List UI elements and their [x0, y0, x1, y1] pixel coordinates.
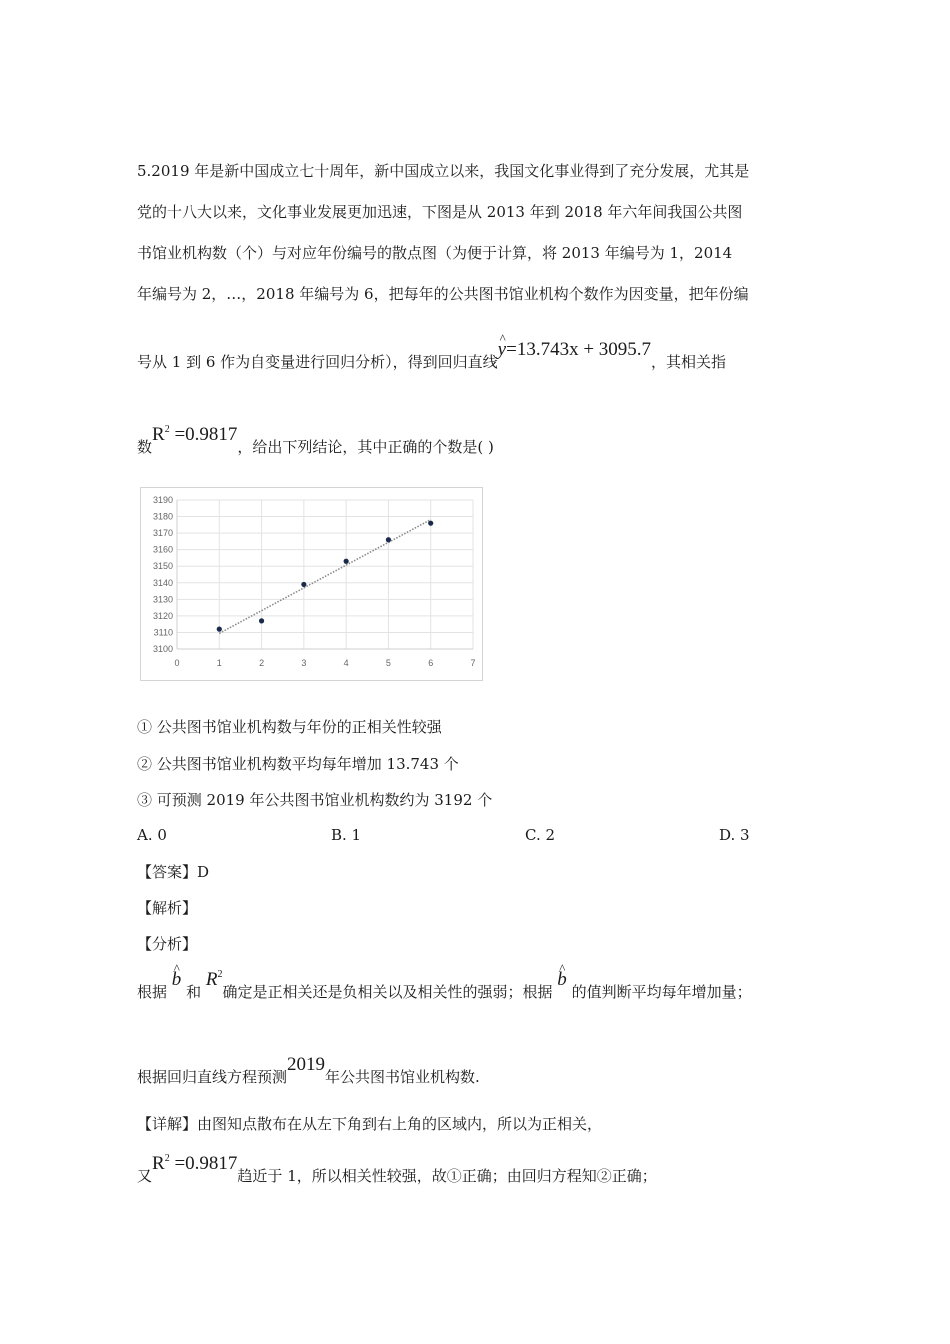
analysis-line-1: [137, 969, 752, 1005]
x-tick-label: 4: [343, 658, 349, 668]
option-a: A. 0: [137, 826, 167, 844]
analysis-text-e: 根据回归直线方程预测: [137, 1068, 288, 1086]
question-line-3: 书馆业机构数（个）与对应年份编号的散点图（为便于计算，将 2013 年编号为 1，2014: [137, 244, 733, 262]
statement-3: ③ 可预测 2019 年公共图书馆业机构数约为 3192 个: [137, 791, 493, 809]
answer-line: 【答案】D: [137, 863, 210, 881]
y-tick-label: 3190: [152, 495, 173, 505]
b-hat-letter-2: ^ b: [557, 970, 567, 990]
r-squared-2: [152, 1153, 237, 1174]
line6-suffix: ，给出下列结论，其中正确的个数是( ): [237, 438, 494, 456]
statement-1: ① 公共图书馆业机构数与年份的正相关性较强: [137, 718, 442, 736]
r-squared-value: =0.9817: [174, 424, 238, 445]
option-c: C. 2: [525, 826, 556, 844]
y-tick-label: 3140: [152, 577, 173, 588]
square-symbol: 2: [164, 424, 170, 435]
y-tick-label: 3160: [152, 544, 173, 555]
question-line-1: 5.2019 年是新中国成立七十周年，新中国成立以来，我国文化事业得到了充分发展，尤其是: [137, 162, 750, 180]
data-point: [301, 582, 306, 587]
data-point: [344, 559, 349, 564]
b-hat-letter: ^ b: [172, 970, 182, 990]
x-tick-label: 2: [259, 658, 265, 668]
detail-line-1: 【详解】由图知点散布在从左下角到右上角的区域内，所以为正相关，: [137, 1115, 603, 1133]
analysis-text-f: 年公共图书馆业机构数.: [325, 1068, 480, 1086]
scatter-chart: [140, 487, 483, 681]
square-symbol-3: 2: [164, 1153, 170, 1164]
question-line-6: [137, 424, 494, 460]
statement-2: ② 公共图书馆业机构数平均每年增加 13.743 个: [137, 755, 459, 773]
scatter-chart-svg: [141, 488, 482, 680]
x-tick-label: 1: [216, 658, 222, 668]
x-tick-label: 6: [428, 658, 434, 668]
y-tick-label: 3100: [152, 644, 173, 654]
x-tick-label: 3: [301, 658, 307, 668]
analysis-line-2: [137, 1054, 480, 1087]
r-squared: [152, 424, 237, 445]
r-symbol-2: R: [152, 1153, 165, 1174]
data-point: [386, 537, 391, 542]
line5-suffix: ，其相关指: [651, 353, 727, 371]
option-d: D. 3: [719, 826, 750, 844]
fenxi-heading: 【分析】: [137, 935, 198, 953]
y-tick-label: 3150: [152, 561, 173, 572]
detail-text-b: 趋近于 1，所以相关性较强，故①正确；由回归方程知②正确；: [237, 1167, 657, 1185]
x-tick-label: 7: [470, 658, 476, 668]
line5-prefix: 号从 1 到 6 作为自变量进行回归分析），得到回归直线: [137, 353, 498, 371]
analysis-text-d: 的值判断平均每年增加量；: [571, 983, 752, 1001]
y-tick-label: 3120: [152, 610, 173, 621]
x-tick-label: 0: [174, 658, 180, 668]
line6-prefix: 数: [137, 438, 153, 456]
r-italic-symbol: R: [205, 969, 218, 990]
analysis-text-b: 和: [186, 983, 202, 1001]
r-symbol: R: [152, 424, 165, 445]
x-tick-label: 5: [385, 658, 391, 668]
question-line-2: 党的十八大以来，文化事业发展更加迅速，下图是从 2013 年到 2018 年六年间我国公共图: [137, 203, 743, 221]
y-hat-symbol: ^ y: [498, 340, 506, 360]
data-point: [217, 627, 222, 632]
data-point: [259, 618, 264, 623]
question-line-5: [137, 339, 727, 372]
y-tick-label: 3180: [152, 511, 173, 522]
b-hat-symbol: [172, 969, 182, 990]
y-tick-label: 3110: [153, 627, 173, 638]
detail-text-a: 又: [137, 1167, 153, 1185]
analysis-text-a: 根据: [137, 983, 168, 1001]
regression-equation-text: =13.743x + 3095.7: [506, 339, 652, 360]
b-hat-symbol-2: [557, 969, 567, 990]
jiexi-heading: 【解析】: [137, 899, 198, 917]
r-squared-value-2: =0.9817: [174, 1153, 238, 1174]
y-tick-label: 3130: [152, 594, 173, 605]
data-point: [428, 521, 433, 526]
analysis-text-c: 确定是正相关还是负相关以及相关性的强弱；根据: [222, 983, 553, 1001]
question-line-4: 年编号为 2，…，2018 年编号为 6，把每年的公共图书馆业机构个数作为因变量，把年份编: [137, 285, 749, 303]
option-b: B. 1: [331, 826, 362, 844]
regression-equation: [498, 339, 651, 360]
detail-line-2: [137, 1153, 657, 1189]
y-tick-label: 3170: [152, 528, 173, 539]
r-squared-symbol: [206, 969, 223, 990]
square-symbol-2: 2: [217, 969, 223, 980]
year-2019: 2019: [287, 1054, 326, 1075]
